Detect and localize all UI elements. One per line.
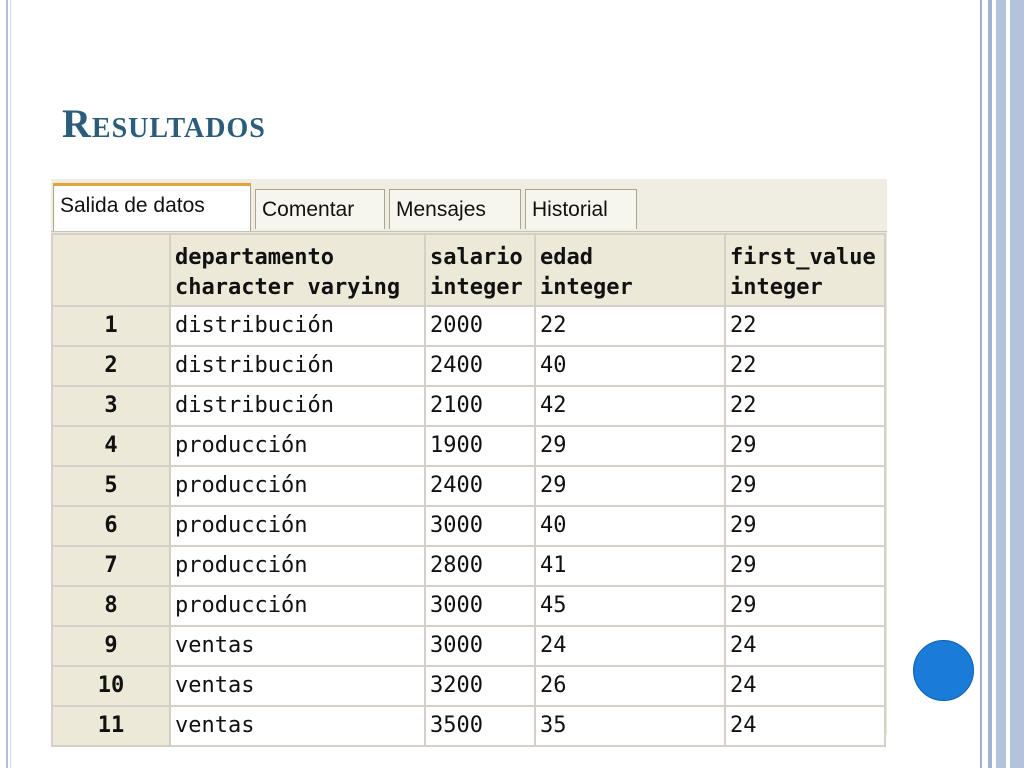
cell-salario[interactable]: 1900 (425, 426, 535, 466)
cell-salario[interactable]: 2400 (425, 346, 535, 386)
row-number[interactable]: 6 (52, 506, 170, 546)
cell-first-value[interactable]: 24 (725, 626, 885, 666)
column-name: first_value (730, 245, 876, 270)
cell-first-value[interactable]: 22 (725, 386, 885, 426)
cell-departamento[interactable]: producción (170, 466, 425, 506)
row-number[interactable]: 3 (52, 386, 170, 426)
cell-salario[interactable]: 2000 (425, 306, 535, 346)
cell-first-value[interactable]: 24 (725, 706, 885, 746)
row-number[interactable]: 11 (52, 706, 170, 746)
cell-salario[interactable]: 2100 (425, 386, 535, 426)
table-row[interactable] (52, 346, 885, 386)
cell-first-value[interactable]: 29 (725, 546, 885, 586)
column-header-salario[interactable] (425, 234, 535, 306)
cell-first-value[interactable]: 29 (725, 466, 885, 506)
table-row[interactable] (52, 506, 885, 546)
row-number[interactable]: 2 (52, 346, 170, 386)
row-number[interactable]: 4 (52, 426, 170, 466)
column-header-edad[interactable] (535, 234, 725, 306)
cell-departamento[interactable]: distribución (170, 306, 425, 346)
table-row[interactable] (52, 666, 885, 706)
column-name: edad (540, 245, 593, 270)
query-results-panel (51, 179, 887, 738)
output-tabbar (51, 179, 887, 232)
cell-edad[interactable]: 29 (535, 426, 725, 466)
cell-edad[interactable]: 29 (535, 466, 725, 506)
row-number[interactable]: 5 (52, 466, 170, 506)
table-row[interactable] (52, 306, 885, 346)
row-number[interactable]: 9 (52, 626, 170, 666)
cell-salario[interactable]: 3500 (425, 706, 535, 746)
cell-salario[interactable]: 2800 (425, 546, 535, 586)
table-row[interactable] (52, 586, 885, 626)
cell-edad[interactable]: 40 (535, 346, 725, 386)
cell-first-value[interactable]: 24 (725, 666, 885, 706)
column-name: departamento (175, 245, 334, 270)
cell-first-value[interactable]: 29 (725, 586, 885, 626)
cell-salario[interactable]: 3000 (425, 506, 535, 546)
grid-header-row (52, 234, 885, 306)
cell-edad[interactable]: 22 (535, 306, 725, 346)
table-row[interactable] (52, 706, 885, 746)
table-row[interactable] (52, 626, 885, 666)
cell-departamento[interactable]: distribución (170, 386, 425, 426)
cell-departamento[interactable]: ventas (170, 666, 425, 706)
cell-edad[interactable]: 26 (535, 666, 725, 706)
results-grid (51, 233, 886, 747)
cell-departamento[interactable]: producción (170, 586, 425, 626)
cell-first-value[interactable]: 22 (725, 346, 885, 386)
row-number[interactable]: 1 (52, 306, 170, 346)
table-row[interactable] (52, 386, 885, 426)
cell-departamento[interactable]: producción (170, 546, 425, 586)
tab-salida-de-datos[interactable]: Salida de datos (53, 183, 251, 231)
cell-salario[interactable]: 3200 (425, 666, 535, 706)
tab-comentar[interactable]: Comentar (255, 189, 385, 229)
row-number[interactable]: 7 (52, 546, 170, 586)
cell-edad[interactable]: 35 (535, 706, 725, 746)
slide-frame-right-band (976, 0, 1024, 768)
column-type: integer (430, 275, 523, 300)
table-row[interactable] (52, 546, 885, 586)
grid-corner-cell[interactable] (52, 234, 170, 306)
cell-salario[interactable]: 3000 (425, 626, 535, 666)
column-header-first-value[interactable] (725, 234, 885, 306)
slide-bullet-circle (913, 640, 974, 701)
cell-first-value[interactable]: 22 (725, 306, 885, 346)
tab-historial[interactable]: Historial (525, 189, 637, 229)
cell-departamento[interactable]: ventas (170, 706, 425, 746)
slide-frame-left-line (6, 0, 8, 768)
row-number[interactable]: 8 (52, 586, 170, 626)
cell-salario[interactable]: 3000 (425, 586, 535, 626)
column-name: salario (430, 245, 523, 270)
column-type: integer (540, 275, 633, 300)
cell-departamento[interactable]: ventas (170, 626, 425, 666)
cell-departamento[interactable]: distribución (170, 346, 425, 386)
cell-salario[interactable]: 2400 (425, 466, 535, 506)
cell-first-value[interactable]: 29 (725, 426, 885, 466)
cell-edad[interactable]: 42 (535, 386, 725, 426)
column-type: character varying (175, 275, 401, 300)
column-type: integer (730, 275, 823, 300)
cell-edad[interactable]: 41 (535, 546, 725, 586)
slide-title: Resultados (62, 101, 266, 146)
cell-departamento[interactable]: producción (170, 426, 425, 466)
cell-first-value[interactable]: 29 (725, 506, 885, 546)
tab-mensajes[interactable]: Mensajes (389, 189, 521, 229)
row-number[interactable]: 10 (52, 666, 170, 706)
table-row[interactable] (52, 466, 885, 506)
cell-edad[interactable]: 40 (535, 506, 725, 546)
cell-edad[interactable]: 45 (535, 586, 725, 626)
slide-frame-left-line-thin (10, 0, 11, 768)
column-header-departamento[interactable] (170, 234, 425, 306)
cell-edad[interactable]: 24 (535, 626, 725, 666)
cell-departamento[interactable]: producción (170, 506, 425, 546)
table-row[interactable] (52, 426, 885, 466)
